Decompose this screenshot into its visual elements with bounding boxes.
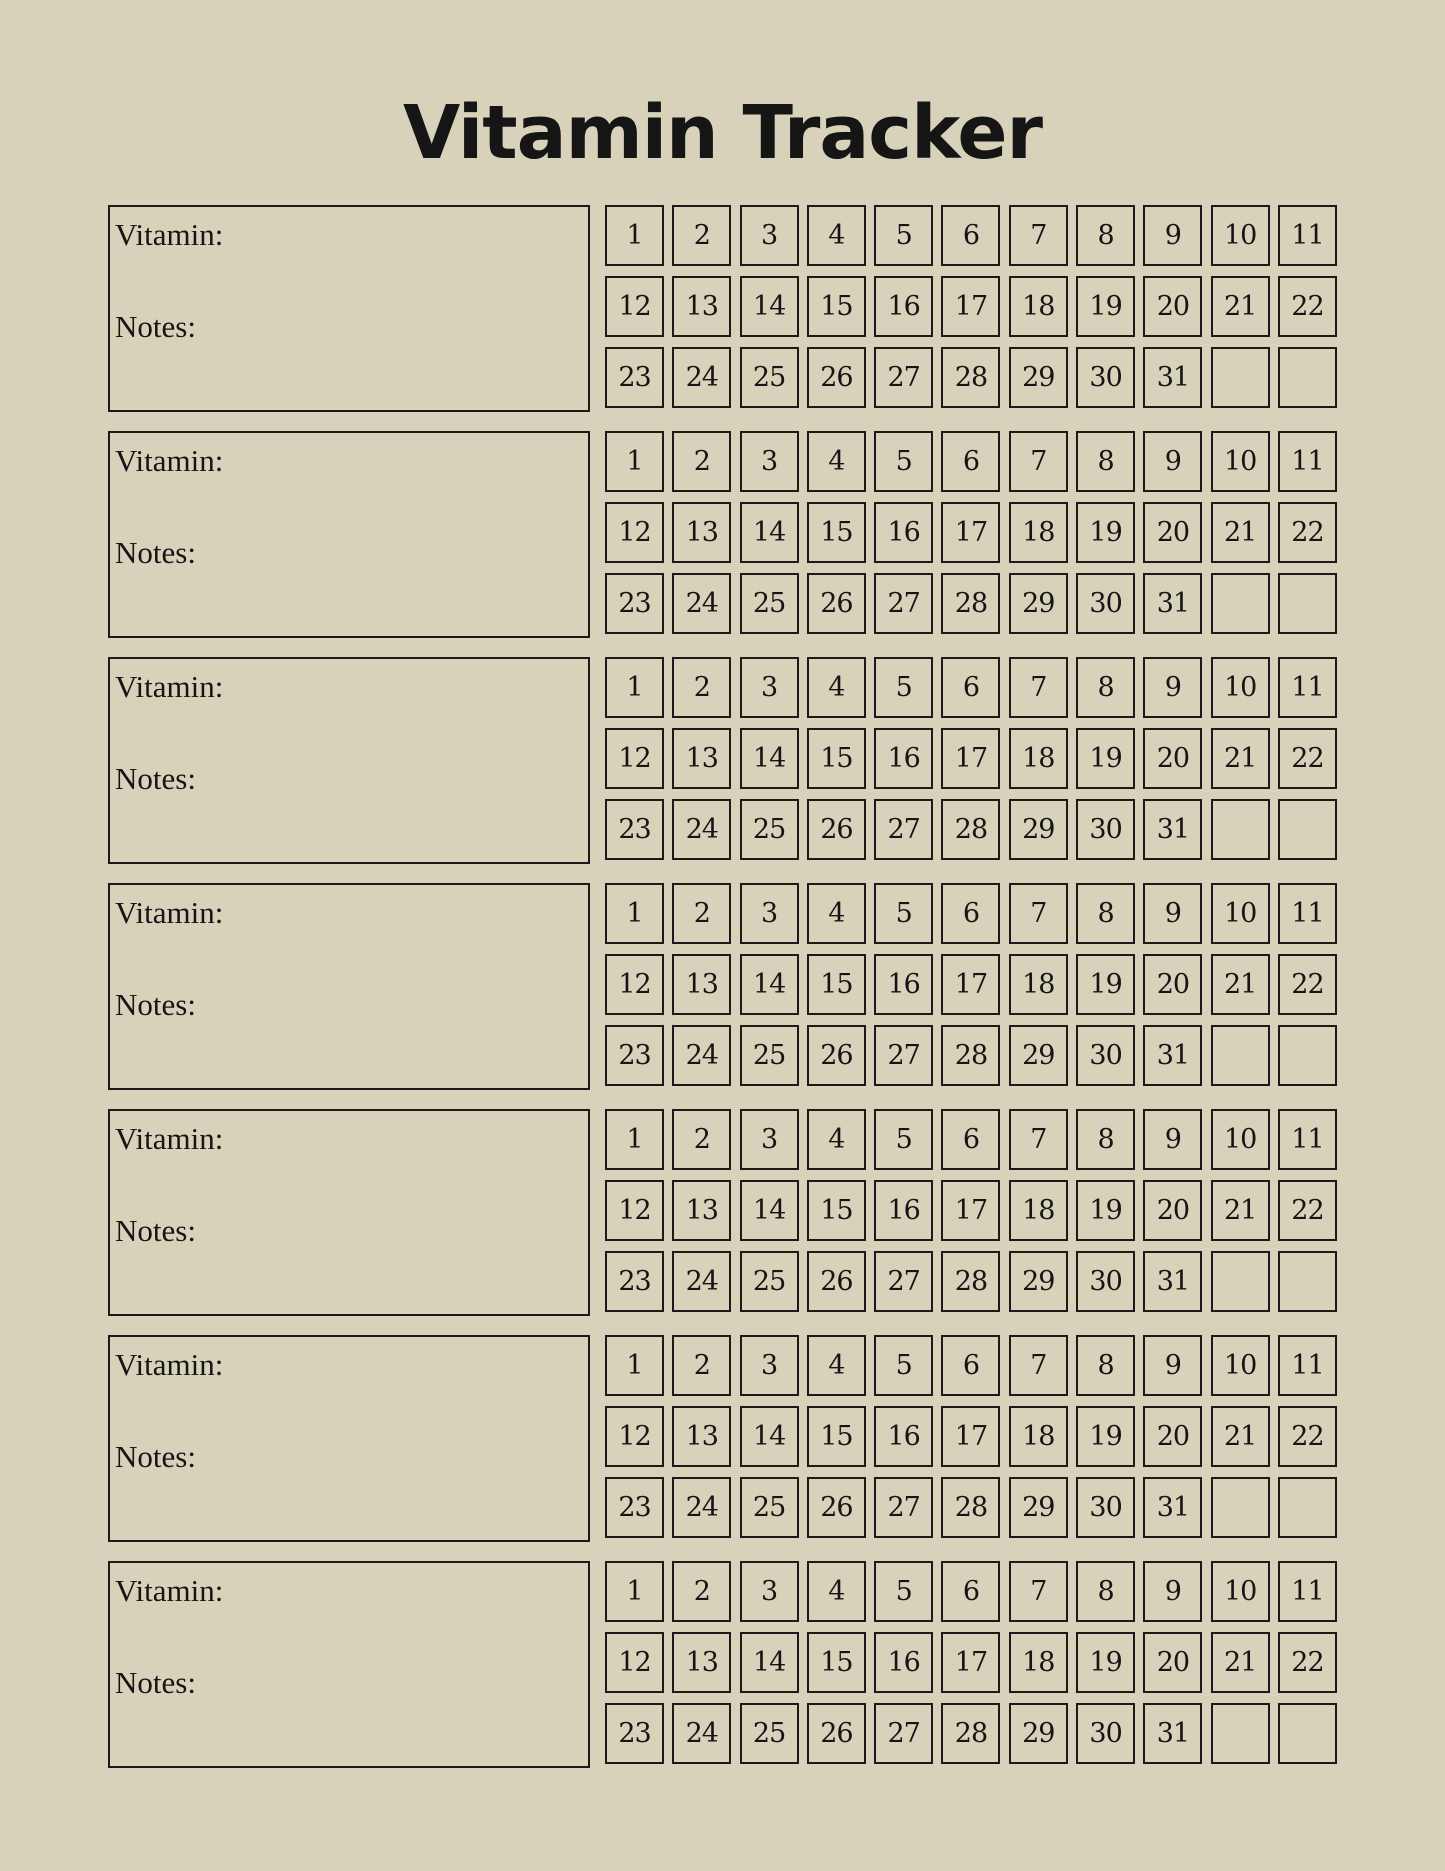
- day-checkbox[interactable]: 18: [1009, 1180, 1068, 1241]
- day-checkbox[interactable]: 8: [1076, 205, 1135, 266]
- day-checkbox[interactable]: 23: [605, 1251, 664, 1312]
- day-checkbox[interactable]: 26: [807, 573, 866, 634]
- day-checkbox[interactable]: 16: [874, 1180, 933, 1241]
- day-checkbox[interactable]: 24: [672, 1703, 731, 1764]
- day-checkbox[interactable]: 26: [807, 799, 866, 860]
- day-checkbox[interactable]: 16: [874, 1632, 933, 1693]
- day-checkbox[interactable]: 27: [874, 1251, 933, 1312]
- day-checkbox[interactable]: 5: [874, 205, 933, 266]
- vitamin-info-box[interactable]: [108, 1335, 590, 1542]
- day-grid: [605, 657, 1337, 862]
- day-checkbox[interactable]: 11: [1278, 1335, 1337, 1396]
- day-checkbox[interactable]: 14: [740, 1406, 799, 1467]
- empty-day-cell: [1278, 1251, 1337, 1312]
- vitamin-info-box[interactable]: [108, 1109, 590, 1316]
- day-checkbox[interactable]: 28: [941, 1025, 1000, 1086]
- day-checkbox[interactable]: 19: [1076, 1406, 1135, 1467]
- day-checkbox[interactable]: 15: [807, 1406, 866, 1467]
- day-checkbox[interactable]: 7: [1009, 657, 1068, 718]
- day-checkbox[interactable]: 3: [740, 205, 799, 266]
- day-checkbox[interactable]: 20: [1143, 728, 1202, 789]
- day-grid: [605, 205, 1337, 410]
- day-checkbox[interactable]: 20: [1143, 502, 1202, 563]
- day-checkbox[interactable]: 31: [1143, 1703, 1202, 1764]
- day-checkbox[interactable]: 15: [807, 1180, 866, 1241]
- empty-day-cell: [1211, 347, 1270, 408]
- day-checkbox[interactable]: 8: [1076, 1561, 1135, 1622]
- day-grid: [605, 1561, 1337, 1766]
- day-checkbox[interactable]: 7: [1009, 431, 1068, 492]
- day-checkbox[interactable]: 14: [740, 1632, 799, 1693]
- notes-label: Notes:: [115, 535, 196, 570]
- day-checkbox[interactable]: 20: [1143, 1180, 1202, 1241]
- day-checkbox[interactable]: 16: [874, 276, 933, 337]
- day-checkbox[interactable]: 5: [874, 883, 933, 944]
- day-checkbox[interactable]: 28: [941, 799, 1000, 860]
- day-checkbox[interactable]: 23: [605, 799, 664, 860]
- day-checkbox[interactable]: 8: [1076, 431, 1135, 492]
- empty-day-cell: [1278, 1703, 1337, 1764]
- day-checkbox[interactable]: 19: [1076, 728, 1135, 789]
- day-grid: [605, 1335, 1337, 1540]
- day-checkbox[interactable]: 29: [1009, 1251, 1068, 1312]
- empty-day-cell: [1278, 347, 1337, 408]
- day-checkbox[interactable]: 3: [740, 431, 799, 492]
- day-checkbox[interactable]: 29: [1009, 799, 1068, 860]
- day-checkbox[interactable]: 27: [874, 1477, 933, 1538]
- day-checkbox[interactable]: 14: [740, 1180, 799, 1241]
- day-checkbox[interactable]: 5: [874, 1109, 933, 1170]
- day-checkbox[interactable]: 11: [1278, 657, 1337, 718]
- day-checkbox[interactable]: 6: [941, 883, 1000, 944]
- day-checkbox[interactable]: 8: [1076, 657, 1135, 718]
- day-checkbox[interactable]: 25: [740, 799, 799, 860]
- notes-label: Notes:: [115, 1439, 196, 1474]
- day-checkbox[interactable]: 11: [1278, 883, 1337, 944]
- day-checkbox[interactable]: 30: [1076, 1477, 1135, 1538]
- day-checkbox[interactable]: 6: [941, 1335, 1000, 1396]
- day-checkbox[interactable]: 19: [1076, 276, 1135, 337]
- empty-day-cell: [1278, 799, 1337, 860]
- notes-label: Notes:: [115, 987, 196, 1022]
- day-checkbox[interactable]: 3: [740, 1561, 799, 1622]
- vitamin-block: [108, 1561, 1337, 1766]
- vitamin-label: Vitamin:: [115, 217, 224, 252]
- day-checkbox[interactable]: 18: [1009, 502, 1068, 563]
- day-checkbox[interactable]: 30: [1076, 799, 1135, 860]
- day-checkbox[interactable]: 17: [941, 954, 1000, 1015]
- day-checkbox[interactable]: 16: [874, 1406, 933, 1467]
- day-checkbox[interactable]: 26: [807, 1477, 866, 1538]
- day-checkbox[interactable]: 28: [941, 573, 1000, 634]
- day-checkbox[interactable]: 4: [807, 883, 866, 944]
- day-checkbox[interactable]: 4: [807, 1109, 866, 1170]
- day-checkbox[interactable]: 13: [672, 728, 731, 789]
- day-checkbox[interactable]: 24: [672, 347, 731, 408]
- empty-day-cell: [1211, 1703, 1270, 1764]
- day-checkbox[interactable]: 12: [605, 1632, 664, 1693]
- day-checkbox[interactable]: 12: [605, 954, 664, 1015]
- day-checkbox[interactable]: 5: [874, 1335, 933, 1396]
- day-checkbox[interactable]: 18: [1009, 1406, 1068, 1467]
- day-checkbox[interactable]: 13: [672, 954, 731, 1015]
- day-checkbox[interactable]: 15: [807, 728, 866, 789]
- day-checkbox[interactable]: 19: [1076, 954, 1135, 1015]
- day-checkbox[interactable]: 13: [672, 1632, 731, 1693]
- empty-day-cell: [1211, 1025, 1270, 1086]
- day-checkbox[interactable]: 24: [672, 1477, 731, 1538]
- notes-label: Notes:: [115, 761, 196, 796]
- day-checkbox[interactable]: 1: [605, 883, 664, 944]
- day-checkbox[interactable]: 6: [941, 431, 1000, 492]
- day-checkbox[interactable]: 23: [605, 1477, 664, 1538]
- notes-label: Notes:: [115, 309, 196, 344]
- day-checkbox[interactable]: 17: [941, 276, 1000, 337]
- day-checkbox[interactable]: 4: [807, 1561, 866, 1622]
- day-checkbox[interactable]: 16: [874, 954, 933, 1015]
- day-checkbox[interactable]: 1: [605, 1335, 664, 1396]
- day-checkbox[interactable]: 18: [1009, 728, 1068, 789]
- day-checkbox[interactable]: 1: [605, 1561, 664, 1622]
- day-checkbox[interactable]: 29: [1009, 1703, 1068, 1764]
- day-checkbox[interactable]: 21: [1211, 1406, 1270, 1467]
- day-checkbox[interactable]: 4: [807, 431, 866, 492]
- day-grid: [605, 883, 1337, 1088]
- day-checkbox[interactable]: 2: [672, 1335, 731, 1396]
- day-checkbox[interactable]: 5: [874, 1561, 933, 1622]
- vitamin-info-box[interactable]: [108, 657, 590, 864]
- day-checkbox[interactable]: 9: [1143, 431, 1202, 492]
- day-checkbox[interactable]: 19: [1076, 502, 1135, 563]
- day-checkbox[interactable]: 2: [672, 431, 731, 492]
- empty-day-cell: [1211, 1477, 1270, 1538]
- day-checkbox[interactable]: 14: [740, 728, 799, 789]
- day-checkbox[interactable]: 27: [874, 799, 933, 860]
- day-checkbox[interactable]: 16: [874, 728, 933, 789]
- day-checkbox[interactable]: 9: [1143, 657, 1202, 718]
- day-checkbox[interactable]: 14: [740, 276, 799, 337]
- day-checkbox[interactable]: 5: [874, 657, 933, 718]
- day-checkbox[interactable]: 23: [605, 1025, 664, 1086]
- day-checkbox[interactable]: 25: [740, 1477, 799, 1538]
- day-checkbox[interactable]: 19: [1076, 1180, 1135, 1241]
- day-checkbox[interactable]: 14: [740, 502, 799, 563]
- day-checkbox[interactable]: 26: [807, 1703, 866, 1764]
- day-checkbox[interactable]: 22: [1278, 1632, 1337, 1693]
- day-checkbox[interactable]: 3: [740, 1335, 799, 1396]
- page-title: Vitamin Tracker: [402, 90, 1043, 176]
- day-checkbox[interactable]: 22: [1278, 1406, 1337, 1467]
- day-checkbox[interactable]: 15: [807, 954, 866, 1015]
- day-checkbox[interactable]: 29: [1009, 1477, 1068, 1538]
- day-checkbox[interactable]: 30: [1076, 573, 1135, 634]
- empty-day-cell: [1211, 573, 1270, 634]
- day-checkbox[interactable]: 13: [672, 1180, 731, 1241]
- day-checkbox[interactable]: 21: [1211, 1180, 1270, 1241]
- day-checkbox[interactable]: 10: [1211, 205, 1270, 266]
- day-checkbox[interactable]: 27: [874, 573, 933, 634]
- day-checkbox[interactable]: 3: [740, 1109, 799, 1170]
- notes-label: Notes:: [115, 1665, 196, 1700]
- vitamin-block: [108, 1109, 1337, 1314]
- day-checkbox[interactable]: 14: [740, 954, 799, 1015]
- day-checkbox[interactable]: 27: [874, 1025, 933, 1086]
- vitamin-label: Vitamin:: [115, 1121, 224, 1156]
- day-checkbox[interactable]: 6: [941, 657, 1000, 718]
- day-checkbox[interactable]: 11: [1278, 1109, 1337, 1170]
- day-checkbox[interactable]: 28: [941, 1703, 1000, 1764]
- vitamin-block: [108, 1335, 1337, 1540]
- day-checkbox[interactable]: 31: [1143, 1477, 1202, 1538]
- vitamin-info-box[interactable]: [108, 431, 590, 638]
- day-checkbox[interactable]: 17: [941, 502, 1000, 563]
- day-checkbox[interactable]: 30: [1076, 1703, 1135, 1764]
- day-checkbox[interactable]: 4: [807, 205, 866, 266]
- day-checkbox[interactable]: 21: [1211, 276, 1270, 337]
- day-checkbox[interactable]: 12: [605, 1180, 664, 1241]
- day-checkbox[interactable]: 27: [874, 347, 933, 408]
- day-checkbox[interactable]: 29: [1009, 573, 1068, 634]
- vitamin-label: Vitamin:: [115, 895, 224, 930]
- day-checkbox[interactable]: 10: [1211, 1335, 1270, 1396]
- day-checkbox[interactable]: 3: [740, 657, 799, 718]
- day-checkbox[interactable]: 21: [1211, 1632, 1270, 1693]
- day-checkbox[interactable]: 9: [1143, 1335, 1202, 1396]
- day-checkbox[interactable]: 25: [740, 347, 799, 408]
- day-checkbox[interactable]: 23: [605, 1703, 664, 1764]
- day-checkbox[interactable]: 25: [740, 1703, 799, 1764]
- day-checkbox[interactable]: 2: [672, 883, 731, 944]
- day-checkbox[interactable]: 9: [1143, 1561, 1202, 1622]
- empty-day-cell: [1278, 1477, 1337, 1538]
- vitamin-block: [108, 657, 1337, 862]
- day-checkbox[interactable]: 15: [807, 276, 866, 337]
- notes-label: Notes:: [115, 1213, 196, 1248]
- day-checkbox[interactable]: 4: [807, 1335, 866, 1396]
- day-checkbox[interactable]: 12: [605, 502, 664, 563]
- day-checkbox[interactable]: 10: [1211, 657, 1270, 718]
- vitamin-label: Vitamin:: [115, 1347, 224, 1382]
- day-checkbox[interactable]: 24: [672, 1025, 731, 1086]
- day-checkbox[interactable]: 12: [605, 276, 664, 337]
- vitamin-label: Vitamin:: [115, 669, 224, 704]
- day-checkbox[interactable]: 2: [672, 1109, 731, 1170]
- day-checkbox[interactable]: 25: [740, 573, 799, 634]
- day-checkbox[interactable]: 7: [1009, 1561, 1068, 1622]
- day-checkbox[interactable]: 20: [1143, 1406, 1202, 1467]
- day-checkbox[interactable]: 22: [1278, 276, 1337, 337]
- day-checkbox[interactable]: 21: [1211, 728, 1270, 789]
- day-checkbox[interactable]: 2: [672, 657, 731, 718]
- day-checkbox[interactable]: 17: [941, 728, 1000, 789]
- day-grid: [605, 431, 1337, 636]
- day-checkbox[interactable]: 1: [605, 431, 664, 492]
- vitamin-block: [108, 883, 1337, 1088]
- day-checkbox[interactable]: 26: [807, 1025, 866, 1086]
- day-checkbox[interactable]: 21: [1211, 954, 1270, 1015]
- day-checkbox[interactable]: 31: [1143, 799, 1202, 860]
- day-checkbox[interactable]: 9: [1143, 1109, 1202, 1170]
- day-checkbox[interactable]: 18: [1009, 1632, 1068, 1693]
- empty-day-cell: [1211, 1251, 1270, 1312]
- day-checkbox[interactable]: 21: [1211, 502, 1270, 563]
- day-checkbox[interactable]: 13: [672, 502, 731, 563]
- day-checkbox[interactable]: 22: [1278, 954, 1337, 1015]
- day-checkbox[interactable]: 7: [1009, 1109, 1068, 1170]
- day-checkbox[interactable]: 8: [1076, 883, 1135, 944]
- vitamin-info-box[interactable]: [108, 1561, 590, 1768]
- day-checkbox[interactable]: 8: [1076, 1335, 1135, 1396]
- vitamin-label: Vitamin:: [115, 443, 224, 478]
- vitamin-block: [108, 431, 1337, 636]
- vitamin-label: Vitamin:: [115, 1573, 224, 1608]
- day-checkbox[interactable]: 31: [1143, 347, 1202, 408]
- vitamin-info-box[interactable]: [108, 883, 590, 1090]
- day-checkbox[interactable]: 12: [605, 728, 664, 789]
- day-checkbox[interactable]: 22: [1278, 728, 1337, 789]
- day-checkbox[interactable]: 30: [1076, 347, 1135, 408]
- day-checkbox[interactable]: 28: [941, 1477, 1000, 1538]
- day-checkbox[interactable]: 15: [807, 502, 866, 563]
- day-checkbox[interactable]: 10: [1211, 1109, 1270, 1170]
- day-checkbox[interactable]: 17: [941, 1632, 1000, 1693]
- day-checkbox[interactable]: 17: [941, 1180, 1000, 1241]
- day-checkbox[interactable]: 24: [672, 573, 731, 634]
- day-checkbox[interactable]: 5: [874, 431, 933, 492]
- day-checkbox[interactable]: 29: [1009, 347, 1068, 408]
- vitamin-block: [108, 205, 1337, 410]
- day-checkbox[interactable]: 11: [1278, 431, 1337, 492]
- day-checkbox[interactable]: 25: [740, 1251, 799, 1312]
- day-checkbox[interactable]: 10: [1211, 883, 1270, 944]
- day-checkbox[interactable]: 19: [1076, 1632, 1135, 1693]
- day-checkbox[interactable]: 7: [1009, 205, 1068, 266]
- day-checkbox[interactable]: 20: [1143, 276, 1202, 337]
- day-checkbox[interactable]: 1: [605, 657, 664, 718]
- day-checkbox[interactable]: 23: [605, 573, 664, 634]
- day-checkbox[interactable]: 30: [1076, 1251, 1135, 1312]
- day-grid: [605, 1109, 1337, 1314]
- day-checkbox[interactable]: 17: [941, 1406, 1000, 1467]
- day-checkbox[interactable]: 20: [1143, 1632, 1202, 1693]
- day-checkbox[interactable]: 9: [1143, 883, 1202, 944]
- day-checkbox[interactable]: 10: [1211, 431, 1270, 492]
- day-checkbox[interactable]: 18: [1009, 954, 1068, 1015]
- empty-day-cell: [1278, 573, 1337, 634]
- day-checkbox[interactable]: 11: [1278, 1561, 1337, 1622]
- day-checkbox[interactable]: 26: [807, 1251, 866, 1312]
- day-checkbox[interactable]: 22: [1278, 502, 1337, 563]
- day-checkbox[interactable]: 18: [1009, 276, 1068, 337]
- day-checkbox[interactable]: 2: [672, 205, 731, 266]
- day-checkbox[interactable]: 13: [672, 276, 731, 337]
- day-checkbox[interactable]: 7: [1009, 883, 1068, 944]
- day-checkbox[interactable]: 25: [740, 1025, 799, 1086]
- day-checkbox[interactable]: 9: [1143, 205, 1202, 266]
- day-checkbox[interactable]: 6: [941, 1561, 1000, 1622]
- day-checkbox[interactable]: 12: [605, 1406, 664, 1467]
- day-checkbox[interactable]: 31: [1143, 573, 1202, 634]
- day-checkbox[interactable]: 28: [941, 347, 1000, 408]
- empty-day-cell: [1211, 799, 1270, 860]
- day-checkbox[interactable]: 8: [1076, 1109, 1135, 1170]
- day-checkbox[interactable]: 4: [807, 657, 866, 718]
- day-checkbox[interactable]: 6: [941, 205, 1000, 266]
- day-checkbox[interactable]: 22: [1278, 1180, 1337, 1241]
- day-checkbox[interactable]: 30: [1076, 1025, 1135, 1086]
- day-checkbox[interactable]: 31: [1143, 1251, 1202, 1312]
- day-checkbox[interactable]: 27: [874, 1703, 933, 1764]
- day-checkbox[interactable]: 6: [941, 1109, 1000, 1170]
- day-checkbox[interactable]: 7: [1009, 1335, 1068, 1396]
- day-checkbox[interactable]: 13: [672, 1406, 731, 1467]
- day-checkbox[interactable]: 29: [1009, 1025, 1068, 1086]
- day-checkbox[interactable]: 10: [1211, 1561, 1270, 1622]
- day-checkbox[interactable]: 20: [1143, 954, 1202, 1015]
- day-checkbox[interactable]: 26: [807, 347, 866, 408]
- day-checkbox[interactable]: 11: [1278, 205, 1337, 266]
- empty-day-cell: [1278, 1025, 1337, 1086]
- day-checkbox[interactable]: 24: [672, 1251, 731, 1312]
- vitamin-info-box[interactable]: [108, 205, 590, 412]
- day-checkbox[interactable]: 3: [740, 883, 799, 944]
- day-checkbox[interactable]: 31: [1143, 1025, 1202, 1086]
- day-checkbox[interactable]: 1: [605, 1109, 664, 1170]
- day-checkbox[interactable]: 28: [941, 1251, 1000, 1312]
- day-checkbox[interactable]: 24: [672, 799, 731, 860]
- day-checkbox[interactable]: 15: [807, 1632, 866, 1693]
- day-checkbox[interactable]: 16: [874, 502, 933, 563]
- day-checkbox[interactable]: 23: [605, 347, 664, 408]
- day-checkbox[interactable]: 1: [605, 205, 664, 266]
- day-checkbox[interactable]: 2: [672, 1561, 731, 1622]
